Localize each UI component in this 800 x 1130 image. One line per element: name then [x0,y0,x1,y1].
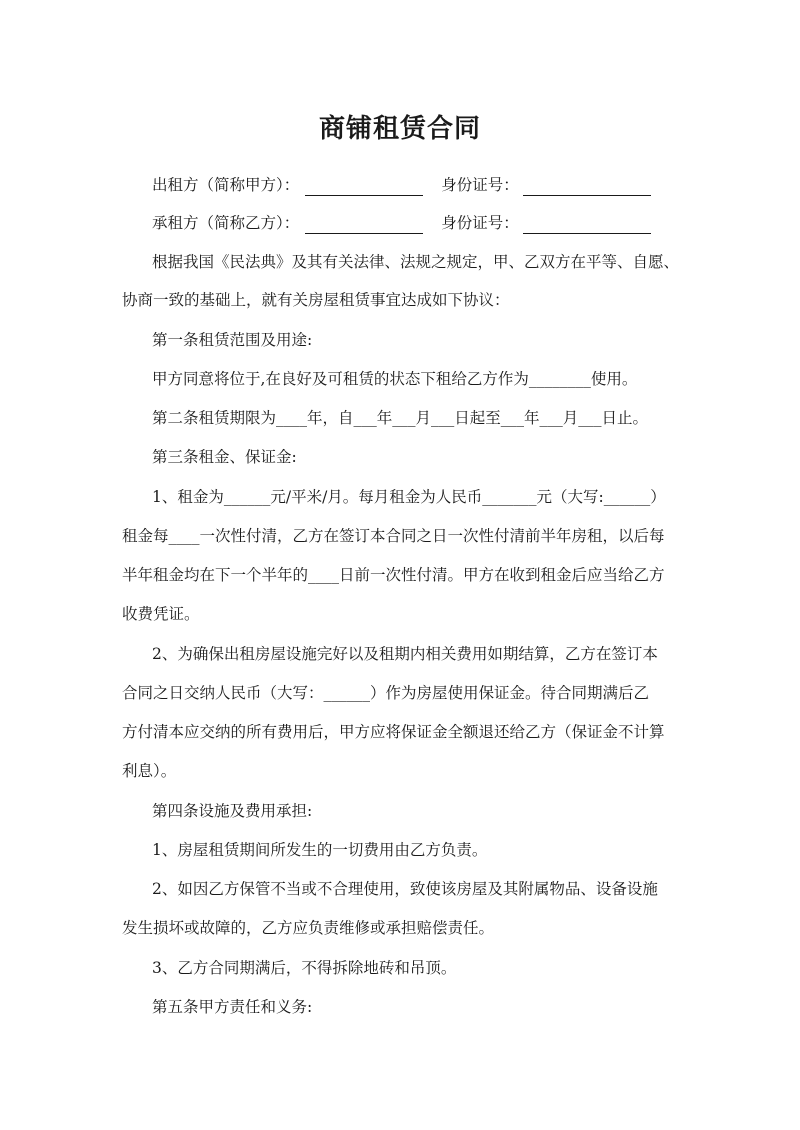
text-line: 2、如因乙方保管不当或不合理使用，致使该房屋及其附属物品、设备设施 [152,880,658,898]
text-line: 收费凭证。 [122,605,200,623]
lessor-id-blank [523,177,651,196]
text-line: 发生损坏或故障的，乙方应负责维修或承担赔偿责任。 [122,919,495,937]
lessee-id-label: 身份证号： [441,214,519,232]
text-line: 根据我国《民法典》及其有关法律、法规之规定，甲、乙双方在平等、自愿、 [152,253,680,271]
lessee-row [152,212,651,234]
text-line: 合同之日交纳人民币（大写：______）作为房屋使用保证金。待合同期满后乙 [122,684,650,702]
section-heading: 第一条租赁范围及用途: [152,331,313,349]
text-line: 2、为确保出租房屋设施完好以及租期内相关费用如期结算，乙方在签订本 [152,645,658,663]
text-line: 1、房屋租赁期间所发生的一切费用由乙方负责。 [152,841,488,859]
lessor-name-blank [305,177,423,196]
text-line: 方付清本应交纳的所有费用后，甲方应将保证金全额退还给乙方（保证金不计算 [122,723,665,741]
text-line: 协商一致的基础上，就有关房屋租赁事宜达成如下协议： [122,291,510,309]
text-line: 3、乙方合同期满后，不得拆除地砖和吊顶。 [152,959,457,977]
lessor-id-label: 身份证号： [441,176,519,194]
text-line: 租金每____一次性付清，乙方在签订本合同之日一次性付清前半年房租，以后每 [122,527,665,545]
section-heading: 第五条甲方责任和义务: [152,998,313,1016]
lessee-id-blank [523,215,651,234]
lessor-row [152,174,651,196]
lessor-label: 出租方（简称甲方）： [152,176,300,194]
text-line: 第二条租赁期限为____年，自___年___月___日起至___年___月___日止。 [152,409,649,427]
document-title: 商铺租赁合同 [318,114,481,144]
section-heading: 第四条设施及费用承担: [152,802,313,820]
text-line: 利息）。 [122,762,177,780]
lessee-label: 承租方（简称乙方）： [152,214,300,232]
lessee-name-blank [305,215,423,234]
text-line: 1、租金为______元/平米/月。每月租金为人民币_______元（大写:______） [152,488,666,506]
text-line: 甲方同意将位于,在良好及可租赁的状态下租给乙方作为________使用。 [152,370,638,388]
section-heading: 第三条租金、保证金: [152,448,297,466]
text-line: 半年租金均在下一个半年的____日前一次性付清。甲方在收到租金后应当给乙方 [122,566,665,584]
